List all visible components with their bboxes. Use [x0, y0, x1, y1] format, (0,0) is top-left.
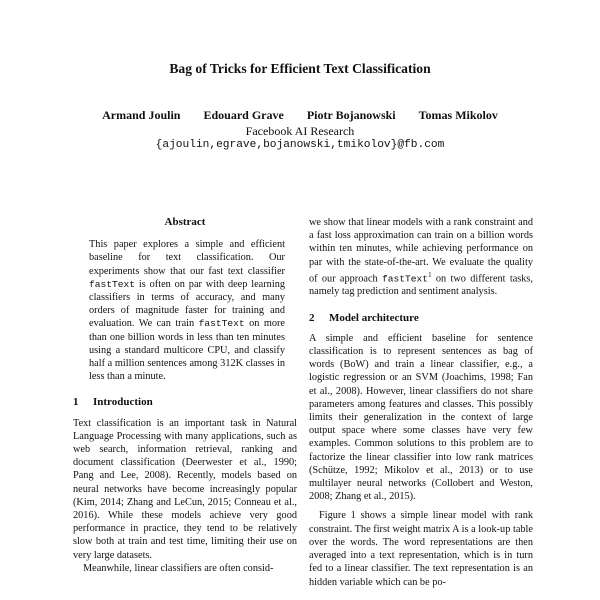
intro-paragraph: Meanwhile, linear classifiers are often consid- — [83, 562, 274, 574]
body-text: on two different tasks, namely tag prediction and sentiment analysis. — [309, 273, 534, 298]
code-fasttext: fastText — [382, 273, 429, 285]
model-paragraph: Figure 1 shows a simple linear model with rank constraint. The first weight matrix A is a look-up table over the words. The word representations are then averaged into a text representation, which is in turn fed to a linear classifier. The text representation is an hidden variable which can be po- — [309, 510, 533, 588]
abstract-text: This paper explores a simple and efficient baseline for text classification. Our experiments show that our fast text classifier — [89, 239, 285, 277]
author: Piotr Bojanowski — [306, 108, 396, 122]
model-paragraph: A simple and efficient baseline for sentence classification is to represent sentences as bag of words (BoW) and train a linear classifier, e.g., a logistic regression or an SVM (Joachims, 1998; Fan et al., 2008). However, linear classifiers do not share parameters among features and classes. This possibly limits their generalization in the context of large output space where some classes have very few examples. Common solutions to this problem are to factorize the linear classifier into low rank matrices (Schütze, 1992; Mikolov et al., 2013) or to use multilayer neural networks (Collobert and Weston, 2008; Zhang et al., 2015). — [309, 332, 533, 503]
author: Tomas Mikolov — [418, 108, 498, 122]
affiliation: Facebook AI Research — [245, 124, 355, 138]
abstract-body — [89, 238, 285, 383]
section-title: Model architecture — [329, 311, 419, 324]
section-number: 2 — [309, 311, 315, 324]
author-list — [0, 108, 600, 123]
section-number: 1 — [73, 396, 79, 409]
body-text: we show that linear models with a rank constraint and a fast loss approximation can train on a billion words within ten minutes, while achieving performance on par with the state-of-the-art. We evaluate the quality of our approach — [309, 217, 533, 285]
right-column — [309, 216, 533, 589]
section-heading-introduction — [73, 396, 297, 409]
author: Edouard Grave — [203, 108, 284, 122]
footnote-mark: 1 — [428, 270, 432, 279]
author-emails: {ajoulin,egrave,bojanowski,tmikolov}@fb.com — [155, 139, 445, 151]
paper-title: Bag of Tricks for Efficient Text Classification — [169, 61, 431, 76]
section-title: Introduction — [93, 396, 153, 409]
intro-continuation — [309, 216, 533, 299]
code-fasttext: fastText — [89, 278, 136, 290]
left-column — [73, 216, 297, 575]
abstract-text: on more than one billion words in less than ten minutes using a standard multicore CPU, and classify half a million sentences among 312K classes in less than a minute. — [89, 318, 286, 383]
abstract-heading: Abstract — [164, 216, 206, 228]
author: Armand Joulin — [102, 108, 181, 122]
section-heading-model-architecture — [309, 312, 533, 325]
abstract-text: is often on par with deep learning classifiers in terms of accuracy, and many orders of magnitude faster for training and evaluation. We can train — [89, 278, 285, 330]
intro-paragraph: Text classification is an important task in Natural Language Processing with many applications, such as web search, information retrieval, ranking and document classification (Deerwester et al., 1990; Pang and Lee, 2008). Recently, models based on neural networks have become increasingly popular (Kim, 2014; Zhang and LeCun, 2015; Conneau et al., 2016). While these models achieve very good performance in practice, they tend to be relatively slow both at train and test time, limiting their use on very large datasets. — [73, 417, 297, 561]
code-fasttext: fastText — [198, 318, 245, 330]
